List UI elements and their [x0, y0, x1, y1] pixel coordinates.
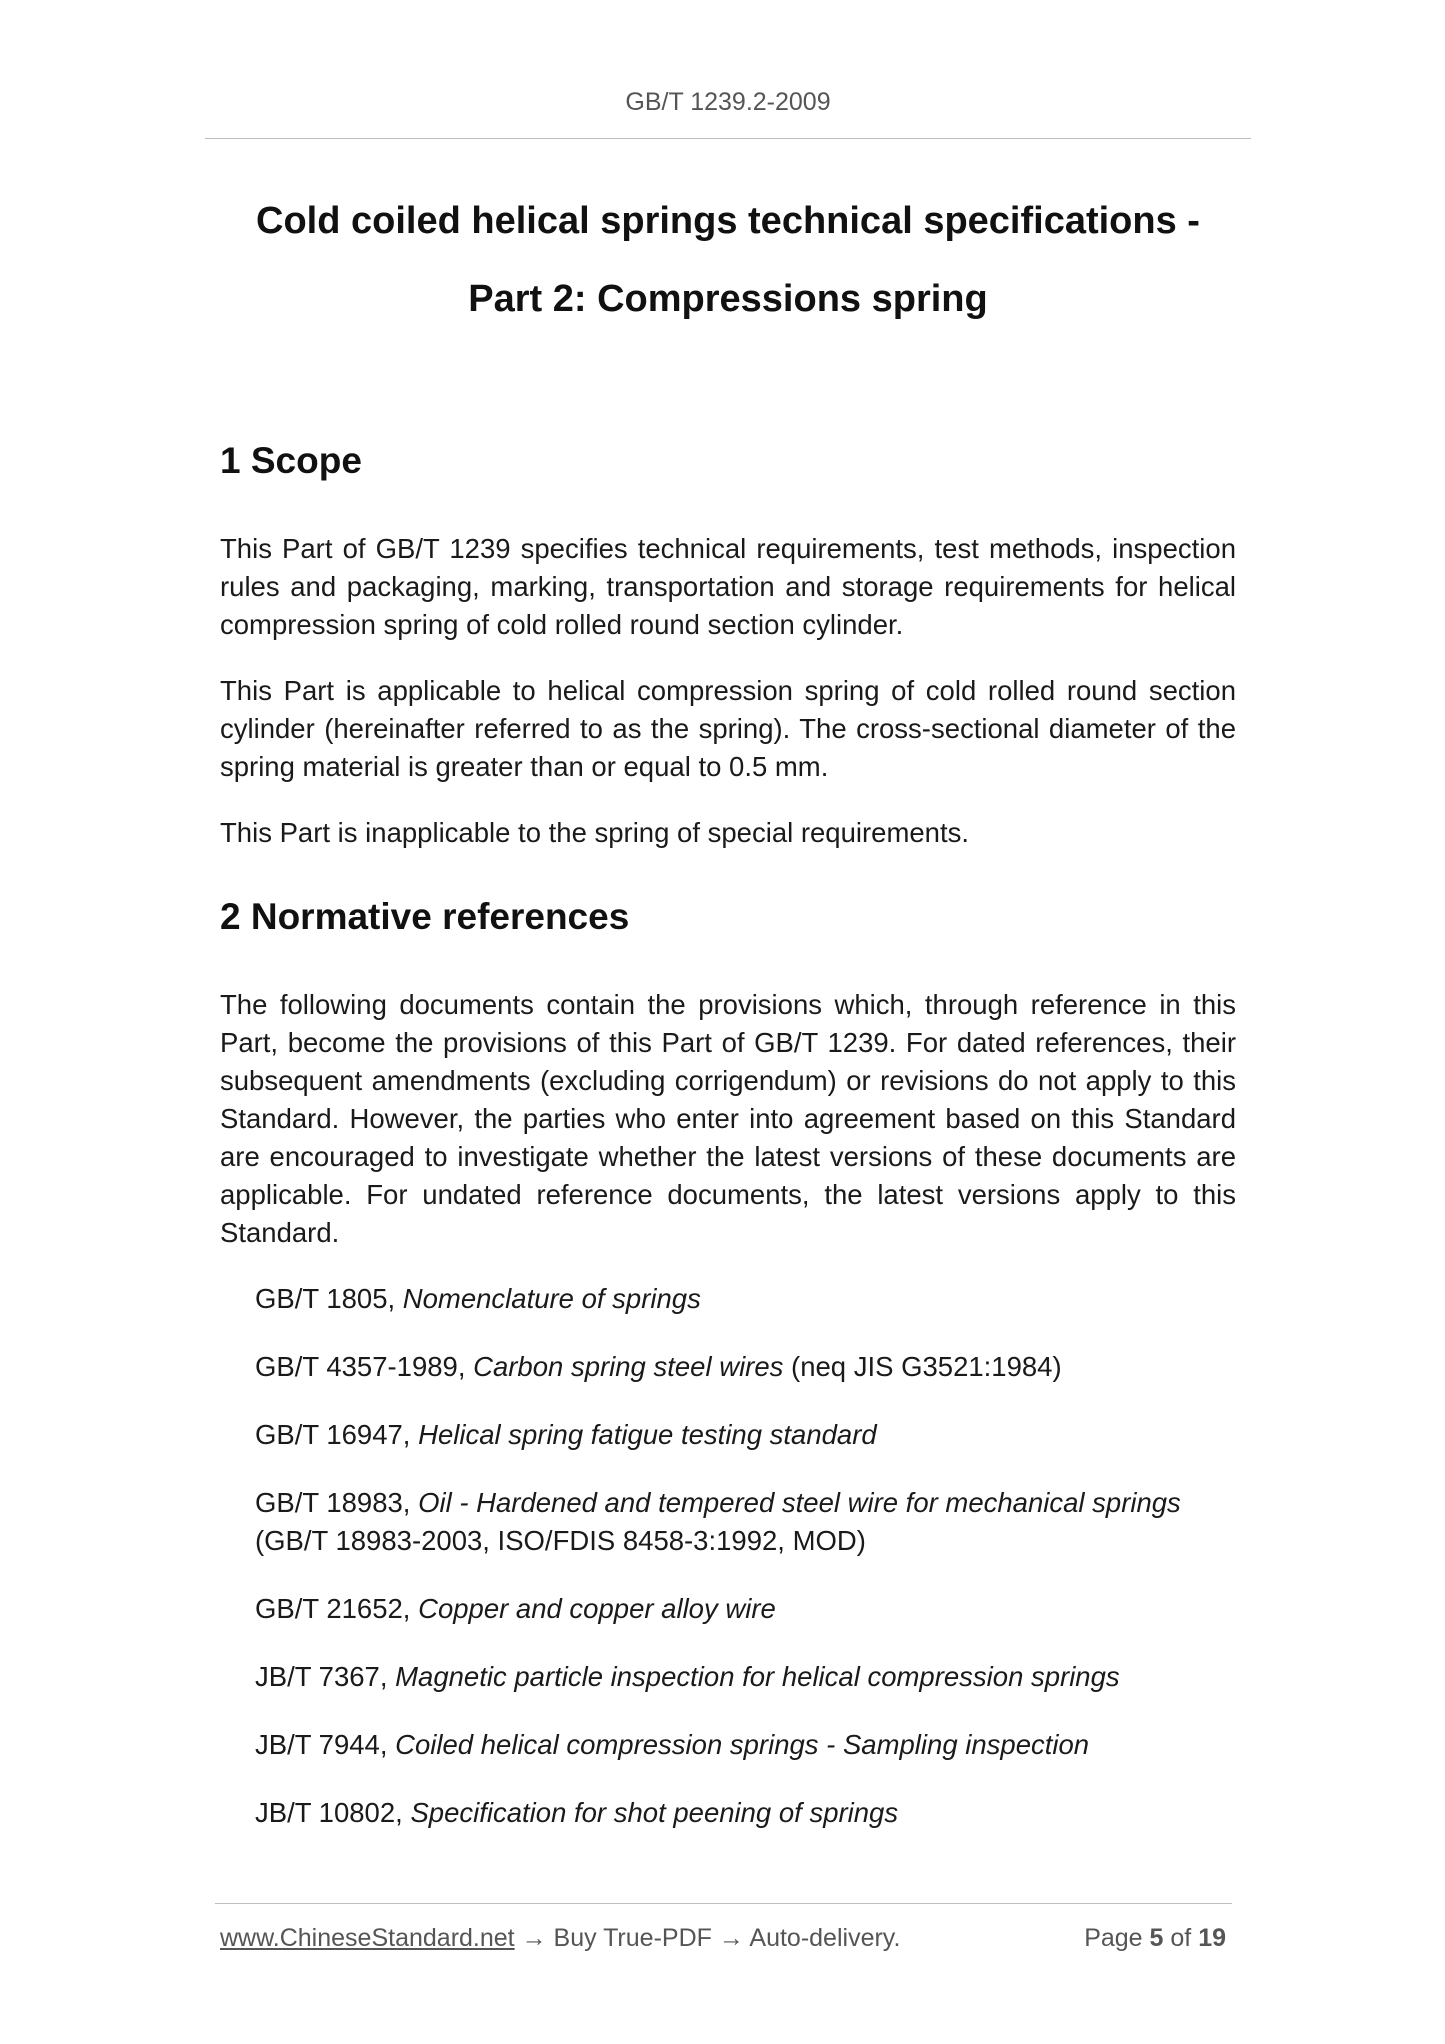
reference-code: GB/T 18983, — [255, 1487, 419, 1518]
header-divider — [205, 138, 1251, 139]
page-footer — [220, 1924, 1226, 1953]
scope-paragraph-2: This Part is applicable to helical compression spring of cold rolled round section cylinder (hereinafter referred to as the spring). The cross-sectional diameter of the spring material is greater than or equal to 0.5 mm. — [220, 675, 1236, 782]
reference-note: (GB/T 18983-2003, ISO/FDIS 8458-3:1992, MOD) — [255, 1525, 866, 1556]
page-indicator — [1084, 1924, 1226, 1953]
reference-title: Magnetic particle inspection for helical compression springs — [395, 1661, 1120, 1692]
reference-title: Carbon spring steel wires — [473, 1351, 784, 1382]
reference-item — [255, 1590, 1236, 1628]
reference-code: GB/T 4357-1989, — [255, 1351, 474, 1382]
reference-title: Helical spring fatigue testing standard — [418, 1419, 877, 1450]
reference-item — [255, 1726, 1236, 1764]
reference-title: Specification for shot peening of springs — [410, 1797, 899, 1828]
reference-item — [255, 1348, 1236, 1386]
scope-paragraph-1: This Part of GB/T 1239 specifies technical requirements, test methods, inspection rules and packaging, marking, transportation and storage requirements for helical compression spring of cold rolled round section cylinder. — [220, 533, 1236, 640]
page-of-label: of — [1163, 1924, 1199, 1952]
reference-code: GB/T 21652, — [255, 1593, 419, 1624]
reference-code: GB/T 16947, — [255, 1419, 419, 1450]
reference-title: Copper and copper alloy wire — [418, 1593, 776, 1624]
reference-item — [255, 1484, 1236, 1560]
reference-title: Nomenclature of springs — [402, 1283, 701, 1314]
current-page-number: 5 — [1149, 1924, 1164, 1952]
section-heading-scope: 1 Scope — [220, 440, 362, 481]
reference-item — [255, 1794, 1236, 1832]
reference-note: (neq JIS G3521:1984) — [783, 1351, 1062, 1382]
title-line-1: Cold coiled helical springs technical specifications - — [256, 200, 1200, 242]
document-body — [220, 440, 1236, 1862]
footer-divider — [215, 1903, 1232, 1904]
reference-item — [255, 1416, 1236, 1454]
reference-item — [255, 1280, 1236, 1318]
scope-paragraph-3: This Part is inapplicable to the spring of special requirements. — [220, 817, 969, 848]
reference-code: JB/T 10802, — [255, 1797, 411, 1828]
reference-code: GB/T 1805, — [255, 1283, 403, 1314]
section-heading-normative-references: 2 Normative references — [220, 896, 630, 937]
reference-title: Oil - Hardened and tempered steel wire for mechanical springs — [418, 1487, 1181, 1518]
title-line-2: Part 2: Compressions spring — [468, 278, 988, 320]
reference-list — [220, 1280, 1236, 1832]
reference-code: JB/T 7944, — [255, 1729, 396, 1760]
reference-item — [255, 1658, 1236, 1696]
running-header: GB/T 1239.2-2009 — [625, 88, 831, 116]
total-pages-number: 19 — [1198, 1924, 1226, 1952]
normative-references-paragraph: The following documents contain the provisions which, through reference in this Part, become the provisions of this Part of GB/T 1239. For dated references, their subsequent amendments (excluding corrigendum) or revisions do not apply to this Standard. However, the parties who enter into agreement based on this Standard are encouraged to investigate whether the latest versions of these documents are applicable. For undated reference documents, the latest versions apply to this Standard. — [220, 989, 1236, 1248]
document-title — [205, 182, 1251, 338]
footer-promo-text: → Buy True-PDF → Auto-delivery. — [514, 1924, 901, 1952]
reference-title: Coiled helical compression springs - Sampling inspection — [395, 1729, 1090, 1760]
reference-code: JB/T 7367, — [255, 1661, 396, 1692]
page-label: Page — [1084, 1924, 1150, 1952]
website-link[interactable]: www.ChineseStandard.net — [220, 1924, 515, 1952]
